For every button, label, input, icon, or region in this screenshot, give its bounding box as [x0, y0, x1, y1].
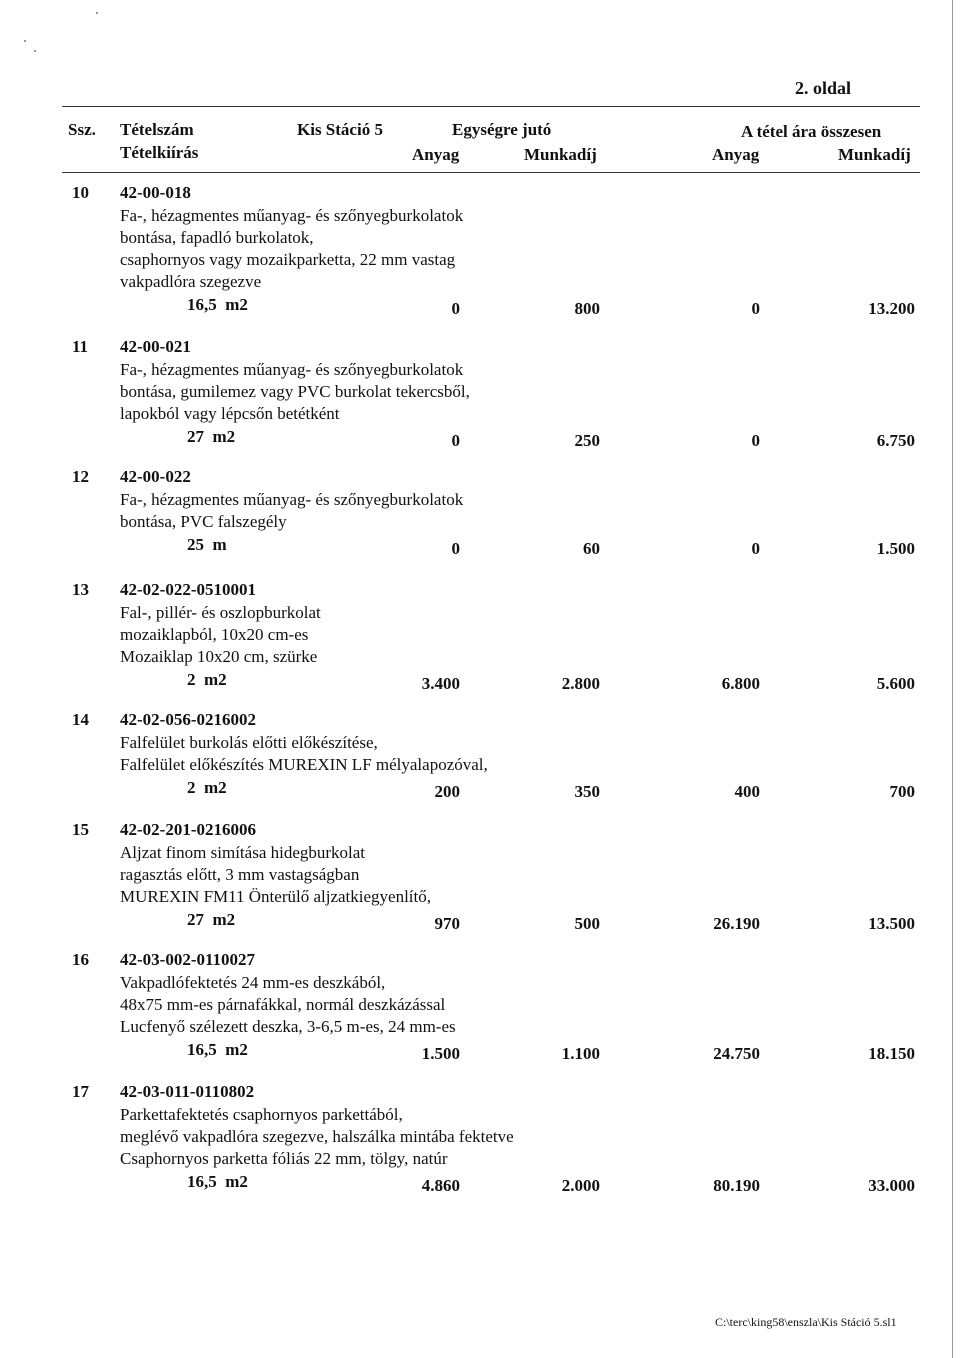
- item-unit-material: 1.500: [421, 1044, 460, 1063]
- item-code: 42-00-018: [120, 183, 191, 202]
- item-description-line: MUREXIN FM11 Önterülő aljzatkiegyenlítő,: [120, 887, 431, 906]
- item-description-line: Fa-, hézagmentes műanyag- és szőnyegburkolatok: [120, 490, 464, 509]
- header-item-description: Tételkiírás: [120, 143, 199, 162]
- item-number: 12: [72, 467, 89, 486]
- item-unit-labor: 250: [574, 431, 600, 450]
- header-project: Kis Stáció 5: [297, 120, 383, 139]
- item-description-line: Lucfenyő szélezett deszka, 3-6,5 m-es, 24 mm-es: [120, 1017, 456, 1036]
- item-total-labor: 700: [889, 782, 915, 801]
- item-unit-labor: 60: [583, 539, 600, 558]
- header-total-price: A tétel ára összesen: [741, 122, 882, 141]
- header-bottom-rule: [62, 172, 920, 173]
- item-quantity: 27 m2: [187, 910, 236, 929]
- item-description-line: mozaiklapból, 10x20 cm-es: [120, 625, 309, 644]
- scan-edge-line: [952, 0, 953, 1358]
- item-description-line: vakpadlóra szegezve: [120, 272, 262, 291]
- item-unit-labor: 1.100: [561, 1044, 600, 1063]
- item-total-material: 6.800: [721, 674, 760, 693]
- item-quantity: 16,5 m2: [187, 1040, 248, 1059]
- item-quantity: 16,5 m2: [187, 1172, 248, 1191]
- header-total-labor: Munkadíj: [838, 145, 911, 164]
- item-code: 42-03-011-0110802: [120, 1082, 255, 1101]
- item-number: 10: [72, 183, 89, 202]
- item-total-material: 400: [734, 782, 760, 801]
- item-total-material: 24.750: [713, 1044, 760, 1063]
- header-top-rule: [62, 106, 920, 107]
- item-unit-labor: 2.000: [561, 1176, 600, 1195]
- item-description-line: 48x75 mm-es párnafákkal, normál deszkázással: [120, 995, 446, 1014]
- item-description-line: Parkettafektetés csaphornyos parkettából,: [120, 1105, 403, 1124]
- header-unit-material: Anyag: [412, 145, 460, 164]
- item-description-line: bontása, fapadló burkolatok,: [120, 228, 314, 247]
- item-code: 42-02-201-0216006: [120, 820, 256, 839]
- item-unit-material: 3.400: [421, 674, 460, 693]
- item-code: 42-03-002-0110027: [120, 950, 256, 969]
- item-number: 17: [72, 1082, 89, 1101]
- item-number: 15: [72, 820, 89, 839]
- item-description-line: ragasztás előtt, 3 mm vastagságban: [120, 865, 360, 884]
- item-description-line: bontása, PVC falszegély: [120, 512, 287, 531]
- item-quantity: 16,5 m2: [187, 295, 248, 314]
- footer-file-path: C:\terc\king58\enszla\Kis Stáció 5.sl1: [715, 1315, 897, 1329]
- item-unit-labor: 350: [574, 782, 600, 801]
- item-unit-material: 0: [451, 539, 460, 558]
- item-number: 13: [72, 580, 89, 599]
- item-description-line: Falfelület burkolás előtti előkészítése,: [120, 733, 378, 752]
- item-total-material: 0: [751, 299, 760, 318]
- item-description-line: Fal-, pillér- és oszlopburkolat: [120, 603, 321, 622]
- item-total-labor: 5.600: [876, 674, 915, 693]
- item-description-line: Mozaiklap 10x20 cm, szürke: [120, 647, 318, 666]
- page-label: 2. oldal: [795, 78, 852, 98]
- header-item-number: Tételszám: [120, 120, 194, 139]
- item-code: 42-00-022: [120, 467, 191, 486]
- item-unit-material: 0: [451, 299, 460, 318]
- item-description-line: Aljzat finom simítása hidegburkolat: [120, 843, 366, 862]
- item-total-material: 0: [751, 431, 760, 450]
- item-quantity: 2 m2: [187, 670, 227, 689]
- item-total-material: 26.190: [713, 914, 760, 933]
- item-number: 11: [72, 337, 89, 356]
- scan-speck: [24, 40, 26, 42]
- item-code: 42-02-022-0510001: [120, 580, 256, 599]
- item-description-line: Csaphornyos parketta fóliás 22 mm, tölgy, natúr: [120, 1149, 448, 1168]
- item-description-line: bontása, gumilemez vagy PVC burkolat tekercsből,: [120, 382, 470, 401]
- scan-speck: [96, 12, 98, 14]
- scan-speck: [34, 50, 36, 52]
- item-description-line: csaphornyos vagy mozaikparketta, 22 mm vastag: [120, 250, 456, 269]
- item-unit-material: 4.860: [421, 1176, 460, 1195]
- item-description-line: Vakpadlófektetés 24 mm-es deszkából,: [120, 973, 386, 992]
- item-unit-material: 200: [434, 782, 460, 801]
- item-description-line: Fa-, hézagmentes műanyag- és szőnyegburkolatok: [120, 206, 464, 225]
- item-total-labor: 6.750: [876, 431, 915, 450]
- item-total-material: 80.190: [713, 1176, 760, 1195]
- item-unit-labor: 2.800: [561, 674, 600, 693]
- header-unit-labor: Munkadíj: [524, 145, 597, 164]
- item-unit-labor: 500: [574, 914, 600, 933]
- item-total-material: 0: [751, 539, 760, 558]
- item-unit-labor: 800: [574, 299, 600, 318]
- item-code: 42-00-021: [120, 337, 191, 356]
- item-description-line: Fa-, hézagmentes műanyag- és szőnyegburkolatok: [120, 360, 464, 379]
- item-total-labor: 13.500: [868, 914, 915, 933]
- item-description-line: meglévő vakpadlóra szegezve, halszálka mintába fektetve: [120, 1127, 514, 1146]
- item-description-line: Falfelület előkészítés MUREXIN LF mélyalapozóval,: [120, 755, 488, 774]
- header-unit-price: Egységre jutó: [452, 120, 552, 139]
- item-total-labor: 13.200: [868, 299, 915, 318]
- item-number: 16: [72, 950, 89, 969]
- item-total-labor: 18.150: [868, 1044, 915, 1063]
- item-quantity: 2 m2: [187, 778, 227, 797]
- item-quantity: 25 m: [187, 535, 227, 554]
- item-unit-material: 970: [434, 914, 460, 933]
- header-total-material: Anyag: [712, 145, 760, 164]
- item-number: 14: [72, 710, 89, 729]
- item-quantity: 27 m2: [187, 427, 236, 446]
- item-code: 42-02-056-0216002: [120, 710, 256, 729]
- item-unit-material: 0: [451, 431, 460, 450]
- item-total-labor: 1.500: [876, 539, 915, 558]
- header-ssz: Ssz.: [68, 120, 96, 139]
- item-description-line: lapokból vagy lépcsőn betétként: [120, 404, 340, 423]
- item-total-labor: 33.000: [868, 1176, 915, 1195]
